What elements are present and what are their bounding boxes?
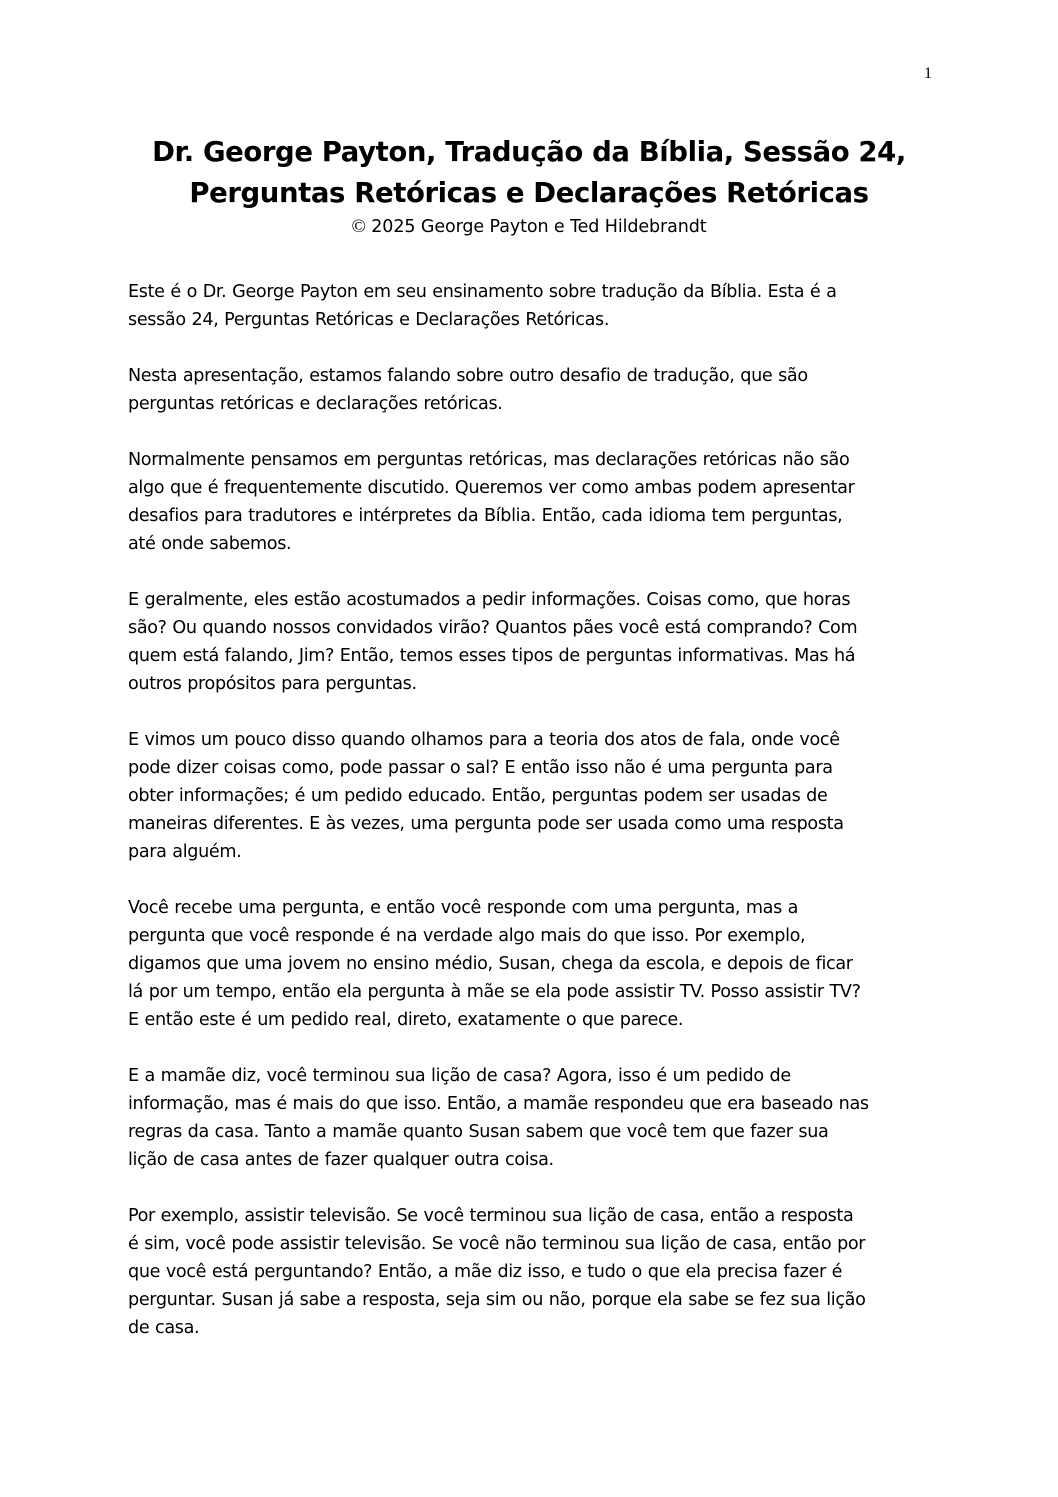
paragraph-line: Nesta apresentação, estamos falando sobre outro desafio de tradução, que são <box>128 366 808 386</box>
title-line-1: Dr. George Payton, Tradução da Bíblia, Sessão 24, <box>152 136 906 168</box>
paragraph-line: Por exemplo, assistir televisão. Se você terminou sua lição de casa, então a resposta <box>128 1206 854 1226</box>
paragraph-line: Este é o Dr. George Payton em seu ensinamento sobre tradução da Bíblia. Esta é a <box>128 282 837 302</box>
page-number: 1 <box>924 65 932 82</box>
paragraph <box>128 278 938 334</box>
body-text <box>128 278 938 1370</box>
paragraph-line: pode dizer coisas como, pode passar o sal? E então isso não é uma pergunta para <box>128 758 833 778</box>
paragraph-line: algo que é frequentemente discutido. Queremos ver como ambas podem apresentar <box>128 478 855 498</box>
paragraph-line: são? Ou quando nossos convidados virão? Quantos pães você está comprando? Com <box>128 618 858 638</box>
paragraph-line: lá por um tempo, então ela pergunta à mãe se ela pode assistir TV. Posso assistir TV? <box>128 982 861 1002</box>
paragraph-line: maneiras diferentes. E às vezes, uma pergunta pode ser usada como uma resposta <box>128 814 844 834</box>
paragraph <box>128 362 938 418</box>
paragraph-line: lição de casa antes de fazer qualquer outra coisa. <box>128 1150 554 1170</box>
paragraph-line: é sim, você pode assistir televisão. Se você não terminou sua lição de casa, então por <box>128 1234 866 1254</box>
paragraph-line: obter informações; é um pedido educado. Então, perguntas podem ser usadas de <box>128 786 828 806</box>
title-line-2: Perguntas Retóricas e Declarações Retóricas <box>189 177 869 209</box>
paragraph <box>128 446 938 558</box>
paragraph <box>128 894 938 1034</box>
paragraph-line: regras da casa. Tanto a mamãe quanto Susan sabem que você tem que fazer sua <box>128 1122 829 1142</box>
paragraph <box>128 586 938 698</box>
title-block <box>80 132 978 240</box>
paragraph-line: desafios para tradutores e intérpretes da Bíblia. Então, cada idioma tem perguntas, <box>128 506 843 526</box>
paragraph-line: digamos que uma jovem no ensino médio, Susan, chega da escola, e depois de ficar <box>128 954 853 974</box>
paragraph-line: até onde sabemos. <box>128 534 292 554</box>
paragraph-line: Normalmente pensamos em perguntas retóricas, mas declarações retóricas não são <box>128 450 850 470</box>
copyright-line <box>80 214 978 240</box>
paragraph-line: informação, mas é mais do que isso. Então, a mamãe respondeu que era baseado nas <box>128 1094 869 1114</box>
paragraph-line: E então este é um pedido real, direto, exatamente o que parece. <box>128 1010 684 1030</box>
paragraph <box>128 1062 938 1174</box>
copyright-symbol: © <box>351 216 366 237</box>
paragraph-line: que você está perguntando? Então, a mãe diz isso, e tudo o que ela precisa fazer é <box>128 1262 843 1282</box>
copyright-text: 2025 George Payton e Ted Hildebrandt <box>371 217 707 237</box>
paragraph-line: perguntar. Susan já sabe a resposta, seja sim ou não, porque ela sabe se fez sua lição <box>128 1290 866 1310</box>
paragraph-line: sessão 24, Perguntas Retóricas e Declarações Retóricas. <box>128 310 610 330</box>
paragraph-line: Você recebe uma pergunta, e então você responde com uma pergunta, mas a <box>128 898 799 918</box>
paragraph-line: para alguém. <box>128 842 242 862</box>
paragraph-line: outros propósitos para perguntas. <box>128 674 417 694</box>
paragraph <box>128 726 938 866</box>
paragraph-line: E geralmente, eles estão acostumados a pedir informações. Coisas como, que horas <box>128 590 851 610</box>
paragraph-line: E vimos um pouco disso quando olhamos para a teoria dos atos de fala, onde você <box>128 730 840 750</box>
paragraph-line: E a mamãe diz, você terminou sua lição de casa? Agora, isso é um pedido de <box>128 1066 791 1086</box>
paragraph-line: pergunta que você responde é na verdade algo mais do que isso. Por exemplo, <box>128 926 806 946</box>
paragraph <box>128 1202 938 1342</box>
paragraph-line: quem está falando, Jim? Então, temos esses tipos de perguntas informativas. Mas há <box>128 646 856 666</box>
paragraph-line: perguntas retóricas e declarações retóricas. <box>128 394 503 414</box>
paragraph-line: de casa. <box>128 1318 200 1338</box>
